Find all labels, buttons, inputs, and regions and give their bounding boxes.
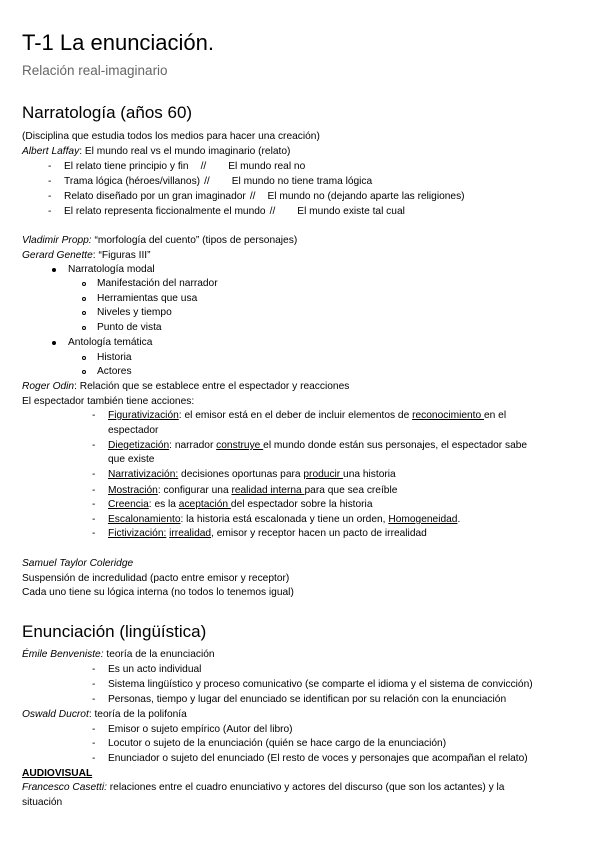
bullet-marker: [52, 268, 56, 272]
genette-line: Gerard Genette: “Figuras III”: [22, 250, 151, 261]
list-item: El relato representa ficcionalmente el mundo // El mundo existe tal cual: [64, 206, 405, 217]
laffay-line: [22, 145, 290, 158]
list-item: Personas, tiempo y lugar del enunciado se identifican por su relación con la enunciación: [108, 694, 507, 705]
dash-marker: -: [92, 528, 96, 539]
list-item: Niveles y tiempo: [97, 307, 172, 318]
page-title: T-1 La enunciación.: [22, 30, 215, 55]
dash-marker: -: [48, 161, 52, 172]
dash-marker: -: [92, 499, 96, 510]
author-name: Gerard Genette: [22, 250, 93, 261]
dash-marker: -: [48, 191, 52, 202]
circle-marker: [82, 326, 86, 330]
dash-marker: -: [48, 206, 52, 217]
dash-marker: -: [92, 469, 96, 480]
circle-marker: [82, 282, 86, 286]
author-name: Roger Odin: [22, 381, 75, 392]
list-item: Figurativización: el emisor está en el deber de incluir elementos de reconocimiento en el: [108, 410, 507, 421]
circle-marker: [82, 297, 86, 301]
list-item: Narrativización: decisiones oportunas para producir una historia: [108, 469, 396, 480]
list-item-cont: que existe: [108, 454, 155, 465]
list-item: Manifestación del narrador: [97, 278, 218, 289]
propp-line: Vladimir Propp: “morfología del cuento” (tipos de personajes): [22, 235, 298, 246]
list-item: Punto de vista: [97, 322, 162, 333]
dash-marker: -: [92, 410, 96, 421]
circle-marker: [82, 311, 86, 315]
list-item: Escalonamiento: la historia está escalonada y tiene un orden, Homogeneidad.: [108, 514, 461, 525]
audiovisual-heading: AUDIOVISUAL: [22, 768, 93, 779]
list-item: Emisor o sujeto empírico (Autor del libro): [108, 724, 293, 735]
circle-marker: [82, 370, 86, 374]
list-item: Relato diseñado por un gran imaginador // El mundo no (dejando aparte las religiones): [64, 191, 465, 202]
list-item: El relato tiene principio y fin // El mundo real no: [64, 161, 306, 172]
list-item: Enunciador o sujeto del enunciado (El resto de voces y personajes que acompañan el relato): [108, 753, 528, 764]
benveniste-line: Émile Benveniste: teoría de la enunciación: [22, 649, 215, 660]
list-item: Trama lógica (héroes/villanos) // El mundo no tiene trama lógica: [64, 176, 373, 187]
list-item: Narratología modal: [68, 264, 155, 275]
dash-marker: -: [92, 753, 96, 764]
dash-marker: -: [92, 440, 96, 451]
dash-marker: -: [92, 664, 96, 675]
author-name: Francesco Casetti:: [22, 782, 107, 793]
author-name: Émile Benveniste:: [22, 649, 104, 660]
intro-line: (Disciplina que estudia todos los medios para hacer una creación): [22, 131, 320, 142]
dash-marker: -: [92, 514, 96, 525]
author-name: Oswald Ducrot: [22, 709, 89, 720]
dash-marker: -: [92, 679, 96, 690]
list-item: Es un acto individual: [108, 664, 202, 675]
circle-marker: [82, 356, 86, 360]
casetti-line-cont: situación: [22, 797, 63, 808]
list-item: Antología temática: [68, 337, 153, 348]
author-name: Vladimir Propp:: [22, 235, 92, 246]
list-item: Creencia: es la aceptación del espectador sobre la historia: [108, 499, 373, 510]
laffay-text: : El mundo real vs el mundo imaginario (relato): [79, 146, 291, 157]
dash-marker: -: [92, 485, 96, 496]
heading-narratologia: Narratología (años 60): [22, 103, 193, 122]
author-name: Albert Laffay: [22, 146, 80, 157]
list-item: Actores: [97, 366, 132, 377]
coleridge-name: Samuel Taylor Coleridge: [22, 558, 134, 569]
dash-marker: -: [92, 694, 96, 705]
list-item-cont: espectador: [108, 425, 159, 436]
coleridge-line-1: Suspensión de incredulidad (pacto entre emisor y receptor): [22, 573, 290, 584]
list-item: Locutor o sujeto de la enunciación (quién se hace cargo de la enunciación): [108, 738, 447, 749]
list-item: Sistema lingüístico y proceso comunicativo (se comparte el idioma y el sistema de convicción): [108, 679, 533, 690]
heading-enunciacion: Enunciación (lingüística): [22, 622, 207, 641]
casetti-line: Francesco Casetti: relaciones entre el cuadro enunciativo y actores del discurso (que son los actantes) y la: [22, 782, 505, 793]
page-subtitle: Relación real-imaginario: [22, 63, 168, 78]
coleridge-line-2: Cada uno tiene su lógica interna (no todos lo tenemos igual): [22, 587, 294, 598]
dash-marker: -: [92, 724, 96, 735]
ducrot-line: Oswald Ducrot: teoría de la polifonía: [22, 709, 187, 720]
list-item: Fictivización: irrealidad, emisor y receptor hacen un pacto de irrealidad: [108, 528, 427, 539]
list-item: Diegetización: narrador construye el mundo donde están sus personajes, el espectador sabe: [108, 440, 528, 451]
dash-marker: -: [48, 176, 52, 187]
espectador-line: El espectador también tiene acciones:: [22, 396, 195, 407]
bullet-marker: [52, 341, 56, 345]
list-item: Mostración: configurar una realidad interna para que sea creíble: [108, 485, 398, 496]
odin-line: Roger Odin: Relación que se establece entre el espectador y reacciones: [22, 381, 350, 392]
dash-marker: -: [92, 738, 96, 749]
list-item: Herramientas que usa: [97, 293, 198, 304]
list-item: Historia: [97, 352, 132, 363]
